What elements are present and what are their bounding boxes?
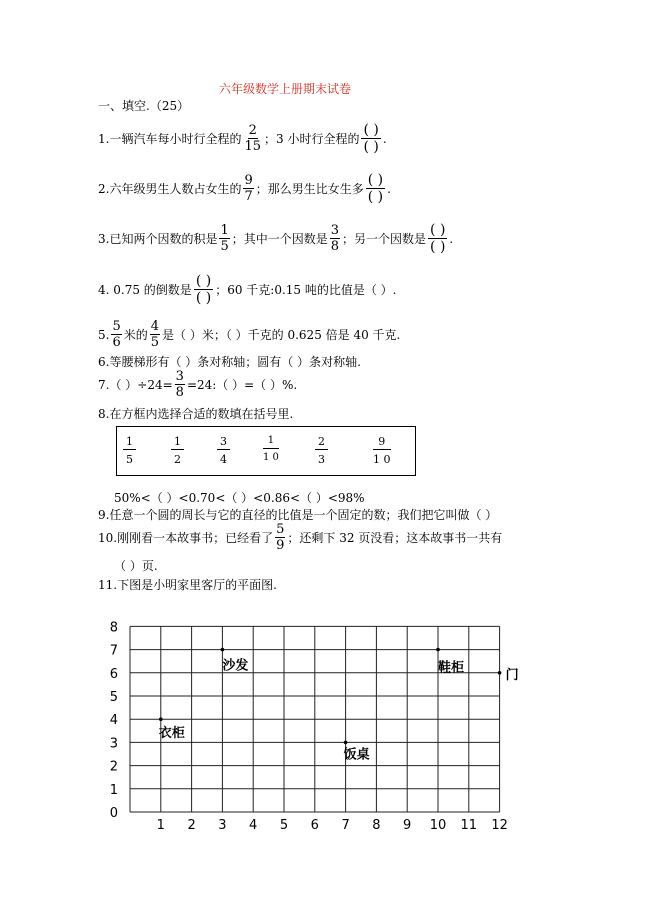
question-3: 3.已知两个因数的积是 $\frac{1}{5}$ ；其中一个因数是 $\frac{3}{8}$ ；另一个因数是 $\frac{( )}{( )}$ . xyxy=(98,222,454,255)
point-marker xyxy=(221,648,225,652)
question-2: 2.六年级男生人数占女生的 $\frac{9}{7}$ ；那么男生比女生多 $\frac{( )}{( )}$ . xyxy=(98,172,391,205)
box-fraction: $\frac{1}{5}$ xyxy=(123,436,136,465)
y-tick-label: 2 xyxy=(109,759,118,775)
q1-fraction: $\frac{2}{15}$ xyxy=(244,123,261,154)
box-fraction: $\frac{1}{2}$ xyxy=(171,436,184,465)
y-tick-label: 5 xyxy=(109,690,118,705)
y-tick-label: 3 xyxy=(109,736,118,752)
question-7: 7.（ ）÷24= $\frac{3}{8}$ =24:（ ）=（ ）%. xyxy=(98,369,298,400)
x-tick-label: 2 xyxy=(187,818,196,833)
y-tick-label: 7 xyxy=(109,643,118,659)
point-marker xyxy=(436,648,440,652)
y-axis-ticks xyxy=(110,620,118,821)
x-tick-label: 1 xyxy=(156,818,165,833)
section-heading: 一、填空.（25） xyxy=(98,99,190,113)
question-6: 6.等腰梯形有（ ）条对称轴；圆有（ ）条对称轴. xyxy=(98,355,361,369)
q5-fraction-1: $\frac{5}{6}$ xyxy=(112,319,121,350)
point-label: 门 xyxy=(505,667,519,683)
question-4: 4. 0.75 的倒数是 $\frac{( )}{( )}$ ；60 千克:0.15 吨的比值是（ ）. xyxy=(98,273,397,306)
question-11: 11.下图是小明家里客厅的平面图. xyxy=(98,578,277,592)
q10-fraction: $\frac{5}{9}$ xyxy=(276,522,285,553)
x-tick-label: 8 xyxy=(372,818,381,833)
box-fraction: $\frac{2}{3}$ xyxy=(315,436,328,465)
x-tick-label: 7 xyxy=(341,818,350,833)
point-label: 饭桌 xyxy=(343,747,370,763)
point-marker xyxy=(344,741,348,745)
q1-text-mid: ；3 小时行全程的 xyxy=(264,132,360,146)
point-label: 沙发 xyxy=(222,658,249,674)
x-tick-label: 6 xyxy=(310,818,319,833)
question-5: 5. $\frac{5}{6}$ 米的 $\frac{4}{5}$ 是（ ）米；（ ）千克的 0.625 倍是 40 千克. xyxy=(98,319,401,350)
point-marker xyxy=(498,671,502,675)
x-tick-label: 11 xyxy=(460,818,478,833)
x-tick-label: 12 xyxy=(491,818,508,833)
chart-points xyxy=(159,648,519,763)
page-title: 六年级数学上册期末试卷 xyxy=(219,82,352,96)
y-tick-label: 0 xyxy=(109,806,118,821)
y-tick-label: 4 xyxy=(109,713,118,729)
q2-fraction: $\frac{9}{7}$ xyxy=(244,173,253,204)
point-marker xyxy=(159,717,163,721)
fraction-choice-box xyxy=(116,426,416,476)
q2-text-mid: ；那么男生比女生多 xyxy=(255,182,364,196)
question-10-line-2: （ ）页. xyxy=(114,559,158,573)
question-8: 8.在方框内选择合适的数填在括号里. xyxy=(98,407,294,421)
question-10: 10.刚刚看一本故事书；已经看了 $\frac{5}{9}$ ；还剩下 32 页没看；这本故事书一共有 xyxy=(98,522,503,553)
q1-text: 1.一辆汽车每小时行全程的 xyxy=(98,132,242,146)
x-tick-label: 10 xyxy=(429,818,447,833)
x-tick-label: 3 xyxy=(218,818,227,833)
y-tick-label: 8 xyxy=(109,620,118,636)
q1-answer-blank[interactable]: $\frac{( )}{( )}$ xyxy=(363,122,379,155)
box-fraction: $\frac{1}{1 0}$ xyxy=(263,435,279,463)
floor-plan-chart xyxy=(0,600,650,840)
x-tick-label: 5 xyxy=(279,818,289,833)
q2-text: 2.六年级男生人数占女生的 xyxy=(98,182,242,196)
q5-fraction-2: $\frac{4}{5}$ xyxy=(150,319,160,350)
x-axis-ticks xyxy=(157,818,508,833)
box-fraction: $\frac{3}{4}$ xyxy=(217,436,230,465)
q3-answer-blank[interactable]: $\frac{( )}{( )}$ xyxy=(430,222,446,255)
box-fraction: $\frac{9}{1 0}$ xyxy=(373,435,391,466)
x-tick-label: 9 xyxy=(403,818,412,833)
y-tick-label: 1 xyxy=(109,782,118,798)
chart-grid xyxy=(130,626,500,812)
question-1: 1.一辆汽车每小时行全程的 $\frac{2}{15}$ ；3 小时行全程的 $\frac{( )}{( )}$ . xyxy=(98,122,387,155)
q4-text: 4. 0.75 的倒数是 xyxy=(98,283,192,297)
q7-fraction: $\frac{3}{8}$ xyxy=(175,369,184,400)
q3-fraction-1: $\frac{1}{5}$ xyxy=(220,223,229,254)
q3-text: 3.已知两个因数的积是 xyxy=(98,232,218,246)
question-9: 9.任意一个圆的周长与它的直径的比值是一个固定的数；我们把它叫做（ ） xyxy=(98,508,498,522)
q2-answer-blank[interactable]: $\frac{( )}{( )}$ xyxy=(367,172,384,205)
point-label: 衣柜 xyxy=(158,726,185,742)
point-label: 鞋柜 xyxy=(438,660,465,676)
q8-answer-line: 50%<（ ）<0.70<（ ）<0.86<（ ）<98% xyxy=(114,491,365,505)
x-tick-label: 4 xyxy=(249,818,258,833)
q3-fraction-2: $\frac{3}{8}$ xyxy=(330,223,340,254)
y-tick-label: 6 xyxy=(109,666,118,682)
q4-answer-blank[interactable]: $\frac{( )}{( )}$ xyxy=(195,273,212,306)
